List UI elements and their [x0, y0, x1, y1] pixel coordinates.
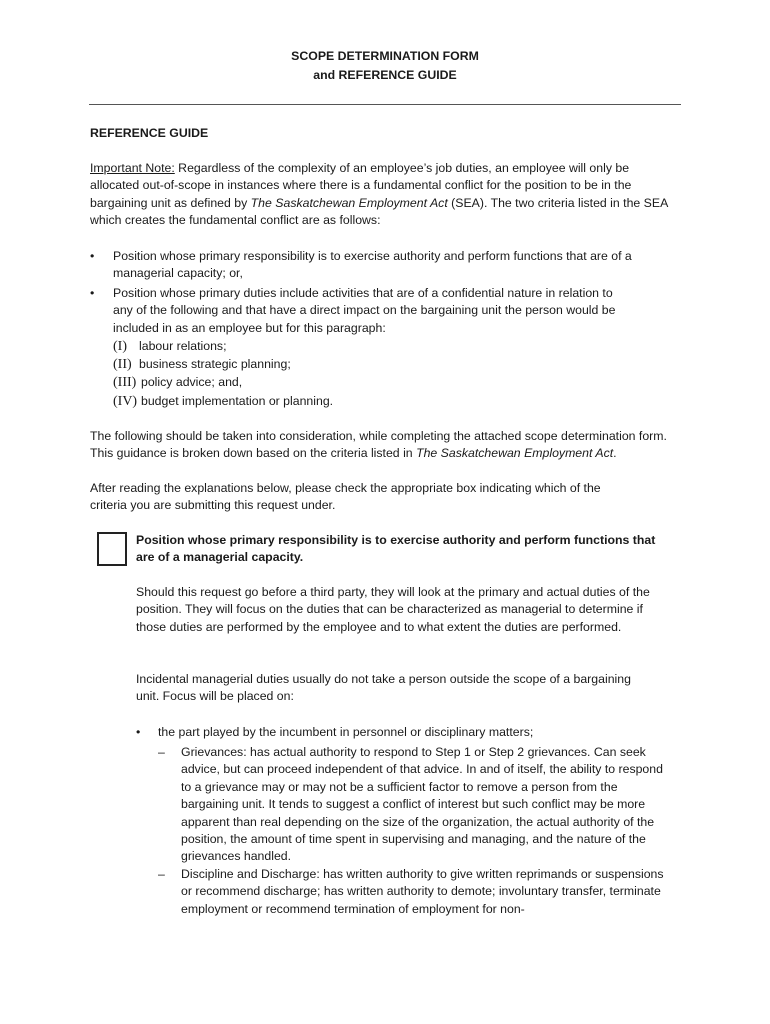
- dash-icon: –: [158, 745, 165, 759]
- sub-item-text: Grievances: has actual authority to respond to Step 1 or Step 2 grievances. Can seek advice, but can proceed independent of that advice. In and of itself, the ability to respond to a grievance may or may not be a sufficient factor to remove a person from the bargaining unit. It tends to suggest a conflict of interest but such conflict may be more apparent than real depending on the size of the organization, the actual authority of the position, the amount of time spent in supervising and managing, and the nature of the grievances handled.: [181, 745, 663, 864]
- bullet-icon: •: [136, 725, 141, 739]
- consideration-text-2: .: [613, 446, 617, 461]
- roman-text: labour relations;: [139, 339, 227, 353]
- roman-item: [113, 356, 291, 373]
- note-text-2: (SEA). The two criteria listed in the SEA which creates the fundamental conflict are as follows:: [90, 195, 668, 228]
- managerial-option-heading: Position whose primary responsibility is to exercise authority and perform functions that are of a managerial capacity.: [136, 533, 656, 565]
- roman-text: budget implementation or planning.: [141, 394, 334, 408]
- dash-icon: –: [158, 867, 165, 881]
- bullet-icon: •: [90, 286, 95, 300]
- consideration-text-1: The following should be taken into consideration, while completing the attached scope determination form. This guidance is broken down based on the criteria listed in: [90, 429, 667, 461]
- criteria-text: Position whose primary responsibility is to exercise authority and perform functions that are of a managerial capacity; or,: [113, 249, 632, 281]
- focus-bullet-text: the part played by the incumbent in personnel or disciplinary matters;: [158, 725, 534, 739]
- roman-item: [113, 374, 242, 391]
- roman-numeral: (I): [113, 339, 127, 354]
- document-subtitle: and REFERENCE GUIDE: [313, 68, 457, 82]
- roman-numeral: (II): [113, 357, 132, 372]
- managerial-paragraph-2: Incidental managerial duties usually do not take a person outside the scope of a bargaining unit. Focus will be placed on:: [136, 672, 631, 704]
- criteria-text: Position whose primary duties include activities that are of a confidential nature in relation to any of the following and that have a direct impact on the bargaining unit the person would be included in as an employee but for this paragraph:: [113, 286, 616, 335]
- note-label: Important Note:: [90, 161, 175, 175]
- bullet-icon: •: [90, 249, 95, 263]
- managerial-paragraph-1: Should this request go before a third party, they will look at the primary and actual duties of the position. They will focus on the duties that can be characterized as managerial to determine if those duties are performed by the employee and to what extent the duties are performed.: [136, 585, 650, 634]
- consideration-paragraph: [90, 428, 675, 463]
- header-divider: [89, 104, 681, 105]
- instruction-paragraph: After reading the explanations below, please check the appropriate box indicating which of the criteria you are submitting this request under.: [90, 481, 601, 513]
- roman-item: [113, 393, 333, 410]
- roman-numeral: (IV): [113, 394, 138, 409]
- document-title: SCOPE DETERMINATION FORM: [291, 49, 479, 63]
- sub-item-text: Discipline and Discharge: has written authority to give written reprimands or suspensions or recommend discharge; has written authority to demote; involuntary transfer, terminate employment or recommend termination of employment for non-: [181, 867, 664, 916]
- roman-text: business strategic planning;: [139, 357, 291, 371]
- roman-numeral: (III): [113, 375, 137, 390]
- roman-item: [113, 338, 227, 355]
- important-note: [90, 160, 675, 230]
- note-act-name: The Saskatchewan Employment Act: [250, 195, 448, 210]
- consideration-act-name: The Saskatchewan Employment Act: [416, 446, 614, 461]
- roman-text: policy advice; and,: [141, 375, 243, 389]
- managerial-capacity-checkbox[interactable]: [97, 532, 127, 566]
- note-text-1: Regardless of the complexity of an employee’s job duties, an employee will only be allocated out-of-scope in instances where there is a fundamental conflict for the position to be in the bargaining unit as defined by: [90, 161, 632, 210]
- section-heading: REFERENCE GUIDE: [90, 126, 209, 140]
